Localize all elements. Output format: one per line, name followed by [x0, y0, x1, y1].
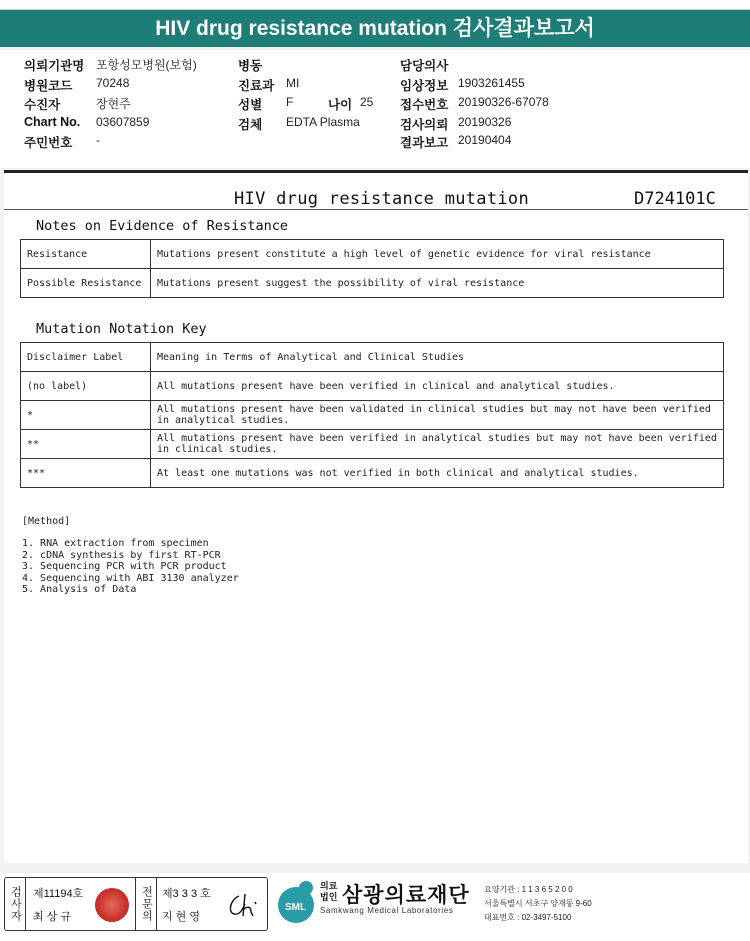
table-row	[21, 401, 724, 430]
notes-text: Mutations present suggest the possibility of viral resistance	[151, 269, 724, 298]
key-label: **	[21, 430, 151, 459]
key-text: All mutations present have been verified in analytical studies but may not have been verified in clinical studies.	[151, 430, 724, 459]
inspector-label-text: 검사자	[9, 886, 22, 922]
method-step: 4. Sequencing with ABI 3130 analyzer	[22, 572, 239, 584]
specialist-label-text: 전문의	[140, 886, 153, 922]
label-department: 진료과	[238, 79, 275, 93]
org-phone: 대표번호 : 02-3497-5100	[484, 913, 572, 922]
label-ward: 병동	[238, 59, 263, 73]
key-text: At least one mutations was not verified in both clinical and analytical studies.	[151, 459, 724, 488]
notes-heading: Notes on Evidence of Resistance	[36, 218, 288, 234]
key-heading: Mutation Notation Key	[36, 321, 207, 337]
value-receipt-no: 20190326-67078	[458, 95, 549, 109]
table-row	[21, 372, 724, 401]
method-step: 2. cDNA synthesis by first RT-PCR	[22, 549, 221, 561]
value-age: 25	[360, 95, 374, 109]
table-row	[21, 240, 724, 269]
lab-logo-block	[272, 875, 742, 935]
key-label: *	[21, 401, 151, 430]
label-specimen: 검체	[238, 118, 263, 132]
value-patient: 장현주	[96, 97, 131, 111]
notation-key-table	[20, 342, 724, 488]
org-address: 서울특별시 서초구 양재동 9-60	[484, 899, 592, 908]
info-row	[0, 133, 750, 151]
value-sex: F	[286, 95, 294, 109]
info-row	[0, 56, 750, 74]
report-footer	[0, 873, 750, 941]
org-code: 요양기관 : 1 1 3 6 5 2 0 0	[484, 885, 573, 894]
scanned-report-page	[4, 170, 748, 863]
top-strip	[0, 0, 750, 10]
inspector-label	[5, 878, 26, 930]
label-report-date: 결과보고	[400, 136, 449, 150]
sml-logo-icon	[272, 879, 318, 925]
logo-name: 삼광의료재단	[342, 884, 470, 907]
label-hospital-code: 병원코드	[24, 79, 73, 93]
value-department: MI	[286, 76, 300, 90]
specialist-name: 지 현 영	[162, 911, 200, 923]
specialist-license-no: 제3 3 3 호	[162, 888, 211, 900]
patient-info-panel	[0, 50, 750, 168]
label-doctor: 담당의사	[400, 59, 449, 73]
label-resident-no: 주민번호	[24, 136, 73, 150]
label-patient: 수진자	[24, 98, 61, 112]
value-clinical-info: 1903261455	[458, 76, 525, 90]
inspector-license-no: 제11194호	[33, 888, 84, 900]
value-request-date: 20190326	[458, 115, 512, 129]
specialist-label	[135, 878, 157, 930]
notes-table	[20, 239, 724, 298]
logo-english-name: Samkwang Medical Laboratories	[320, 906, 454, 915]
method-heading: [Method]	[22, 516, 71, 527]
label-sex: 성별	[238, 98, 263, 112]
title-divider	[4, 209, 748, 210]
label-receipt-no: 접수번호	[400, 98, 449, 112]
signature-box	[4, 877, 268, 931]
info-row	[0, 115, 750, 133]
value-institution: 포항성모병원(보험)	[96, 58, 197, 72]
key-text: Meaning in Terms of Analytical and Clinical Studies	[151, 343, 724, 372]
report-title: HIV drug resistance mutation	[234, 189, 529, 209]
inspector-name: 최 상 규	[33, 911, 71, 923]
key-label: ***	[21, 459, 151, 488]
value-report-date: 20190404	[458, 133, 512, 147]
value-specimen: EDTA Plasma	[286, 115, 360, 129]
logo-small-text: 의료 법인	[320, 881, 338, 902]
official-seal-icon	[95, 888, 129, 922]
label-age: 나이	[328, 98, 353, 112]
notes-label: Possible Resistance	[21, 269, 151, 298]
method-step: 5. Analysis of Data	[22, 584, 137, 595]
label-clinical-info: 임상정보	[400, 79, 449, 93]
signature-icon	[225, 890, 261, 920]
label-request-date: 검사의뢰	[400, 118, 449, 132]
key-text: All mutations present have been validated in clinical studies but may not have been verified in analytical studies.	[151, 401, 724, 430]
value-resident-no: -	[96, 133, 100, 147]
notes-text: Mutations present constitute a high level of genetic evidence for viral resistance	[151, 240, 724, 269]
key-text: All mutations present have been verified in clinical and analytical studies.	[151, 372, 724, 401]
info-row	[0, 95, 750, 113]
report-banner-title: HIV drug resistance mutation 검사결과보고서	[0, 10, 750, 47]
table-row	[21, 343, 724, 372]
notes-label: Resistance	[21, 240, 151, 269]
report-code: D724101C	[634, 189, 716, 209]
value-chart-no: 03607859	[96, 115, 150, 129]
label-chart-no: Chart No.	[24, 115, 81, 129]
method-step: 1. RNA extraction from specimen	[22, 538, 209, 549]
key-label: (no label)	[21, 372, 151, 401]
info-row	[0, 76, 750, 94]
label-institution: 의뢰기관명	[24, 59, 85, 73]
table-row	[21, 269, 724, 298]
method-list	[22, 538, 239, 596]
table-row	[21, 430, 724, 459]
table-row	[21, 459, 724, 488]
value-hospital-code: 70248	[96, 76, 130, 90]
logo-badge-text: SML	[285, 902, 307, 913]
key-label: Disclaimer Label	[21, 343, 151, 372]
method-step: 3. Sequencing PCR with PCR product	[22, 561, 227, 572]
